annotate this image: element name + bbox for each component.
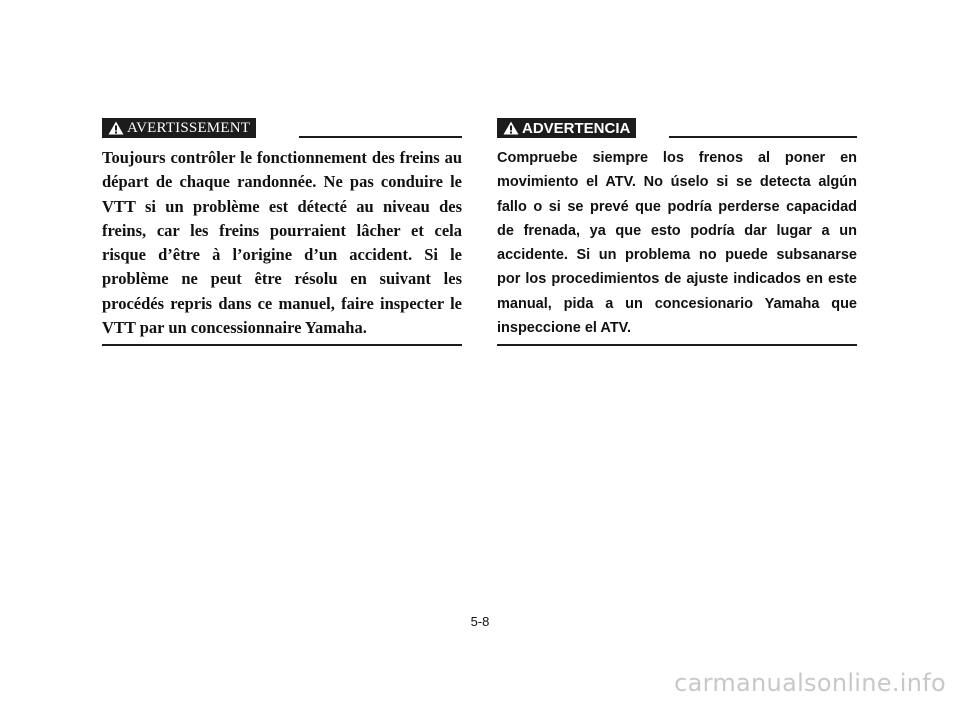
french-bottom-rule: [102, 344, 462, 346]
spanish-bottom-rule: [497, 344, 857, 346]
spanish-warning-header: [497, 118, 857, 140]
spanish-warning-section: [497, 118, 857, 346]
french-warning-label: AVERTISSEMENT: [127, 119, 251, 136]
warning-triangle-icon: [503, 121, 519, 135]
french-warning-section: [102, 118, 462, 346]
french-warning-header: [102, 118, 462, 140]
spanish-warning-badge: [497, 118, 636, 138]
spanish-warning-label: ADVERTENCIA: [522, 119, 631, 137]
french-header-rule: [299, 136, 462, 138]
french-warning-badge: [102, 118, 256, 138]
warning-triangle-icon: [108, 121, 124, 135]
page-number: 5-8: [470, 614, 490, 629]
spanish-warning-text: Compruebe siempre los frenos al poner en movimiento el ATV. No úselo si se detecta algún fallo o si se prevé que podría perderse capacidad de frenada, ya que esto podría dar lugar a un accidente. Si un problema no puede subsanarse por los procedimientos de ajuste indicados en este manual, pida a un concesionario Yamaha que inspeccione el ATV.: [497, 150, 857, 337]
site-watermark: carmanualsonline.info: [674, 669, 946, 697]
spanish-header-rule: [669, 136, 857, 138]
french-warning-text: Toujours contrôler le fonctionnement des freins au départ de chaque randonnée. Ne pas conduire le VTT si un problème est détecté au niveau des freins, car les freins pourraient lâcher et cela risque d’être à l’origine d’un accident. Si le problème ne peut être résolu en suivant les procédés repris dans ce manuel, faire inspecter le VTT par un concessionnaire Yamaha.: [102, 148, 462, 338]
